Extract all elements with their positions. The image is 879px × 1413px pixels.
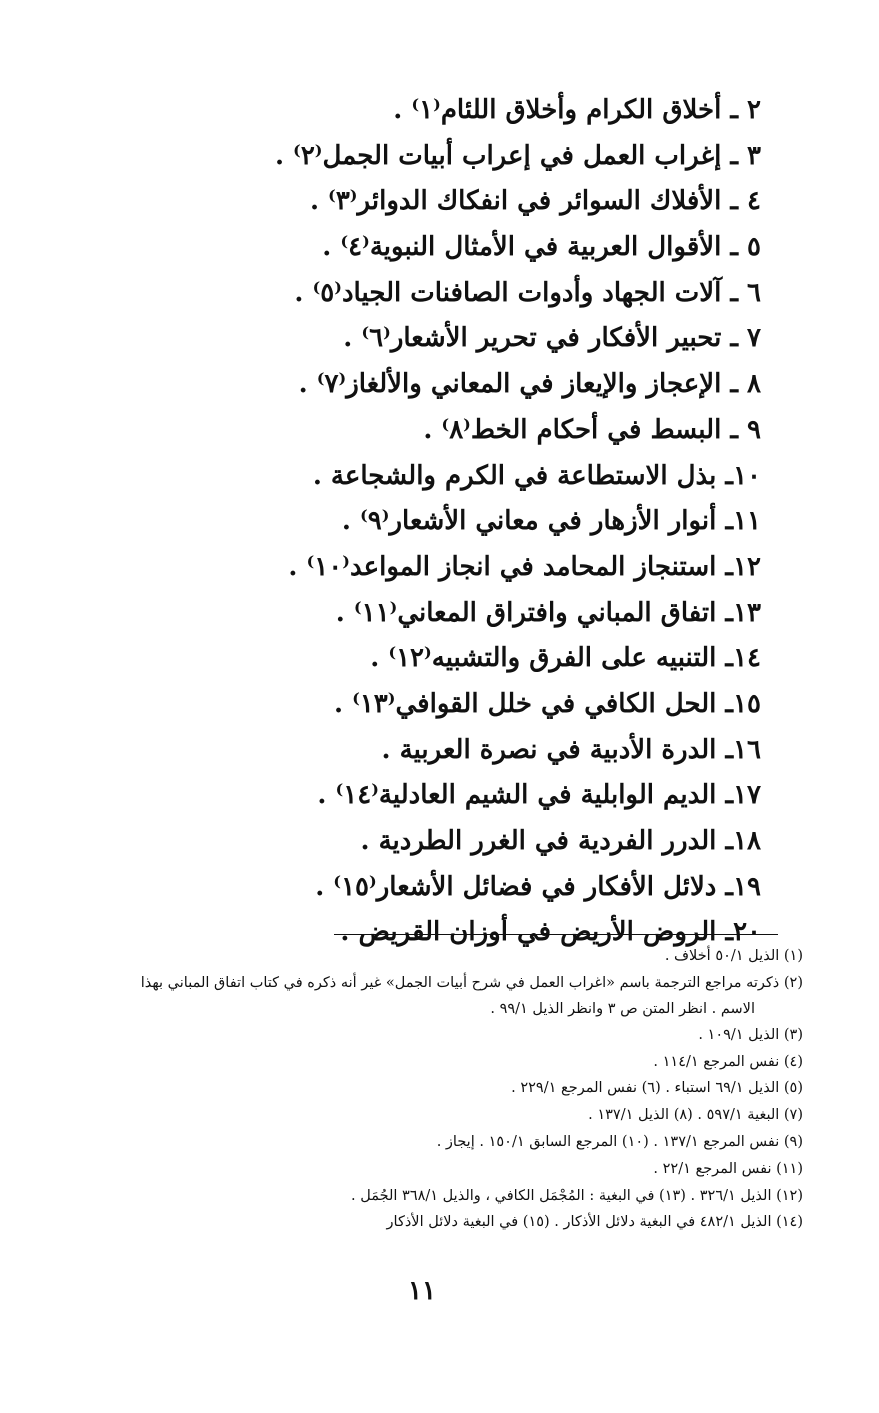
list-item: ١٠ـ بذل الاستطاعة في الكرم والشجاعة . <box>312 460 761 491</box>
book-titles-list <box>201 88 761 956</box>
list-item: ١٧ـ الديم الوابلية في الشيم العادلية⁽١٤⁾ . <box>317 780 761 811</box>
footnote: (٧) البغية ٥٩٧/١ . (٨) الذيل ١٣٧/١ . <box>588 1107 803 1124</box>
list-item: ١١ـ أنوار الأزهار في معاني الأشعار⁽٩⁾ . <box>341 506 761 537</box>
footnote: (٩) نفس المرجع ١٣٧/١ . (١٠) المرجع السابق ١٥٠/١ . إيجاز . <box>436 1133 803 1150</box>
list-item: ١٢ـ استنجاز المحامد في انجاز المواعد⁽١٠⁾ . <box>288 551 761 582</box>
list-item: ٩ ـ البسط في أحكام الخط⁽٨⁾ . <box>423 414 761 445</box>
list-item: ٨ ـ الإعجاز والإيعاز في المعاني والألغاز⁽٧⁾ . <box>298 369 761 400</box>
footnotes <box>33 943 803 1236</box>
footnote: (١٢) الذيل ٣٢٦/١ . (١٣) في البغية : المُجْمَل الكافي ، والذيل ٣٦٨/١ الجُمَل . <box>351 1187 803 1204</box>
footnote-continuation: الاسم . انظر المتن ص ٣ وانظر الذيل ٩٩/١ . <box>490 1000 755 1017</box>
footnote-text: (٢) ذكرته مراجع الترجمة باسم «اغراب العمل في شرح أبيات الجمل» غير أنه ذكره في كتاب اتفاق المباني بهذا <box>140 974 803 991</box>
list-item: ١٥ـ الحل الكافي في خلل القوافي⁽١٣⁾ . <box>333 688 761 719</box>
list-item: ١٨ـ الدرر الفردية في الغرر الطردية . <box>360 826 761 856</box>
footnote-divider <box>334 934 778 935</box>
footnote: (٤) نفس المرجع ١١٤/١ . <box>653 1053 803 1070</box>
list-item: ١٣ـ اتفاق المباني وافتراق المعاني⁽١١⁾ . <box>335 597 761 628</box>
footnote: (١١) نفس المرجع ٢٢/١ . <box>653 1160 803 1177</box>
footnote: (٥) الذيل ٦٩/١ استباء . (٦) نفس المرجع ٢٢٩/١ . <box>511 1080 803 1097</box>
page-number: ١١ <box>408 1276 436 1306</box>
footnote: (٣) الذيل ١٠٩/١ . <box>698 1026 803 1043</box>
list-item: ٧ ـ تحبير الأفكار في تحرير الأشعار⁽٦⁾ . <box>343 323 761 354</box>
list-item: ٤ ـ الأفلاك السوائر في انفكاك الدوائر⁽٣⁾ . <box>309 186 761 217</box>
list-item: ٣ ـ إغراب العمل في إعراب أبيات الجمل⁽٢⁾ . <box>274 140 761 171</box>
list-item: ٦ ـ آلات الجهاد وأدوات الصافنات الجياد⁽٥⁾ . <box>294 277 761 308</box>
list-item: ٢٠ـ الروض الأريض في أوزان القريض . <box>340 917 761 948</box>
list-item: ٢ ـ أخلاق الكرام وأخلاق اللئام⁽١⁾ . <box>393 95 761 125</box>
list-item: ١٤ـ التنبيه على الفرق والتشبيه⁽١٢⁾ . <box>370 643 761 674</box>
footnote: (١٤) الذيل ٤٨٢/١ في البغية دلائل الأذكار . (١٥) في البغية دلائل الأذكار <box>386 1214 803 1231</box>
footnote <box>33 970 803 1022</box>
list-item: ١٩ـ دلائل الأفكار في فضائل الأشعار⁽١٥⁾ . <box>315 871 761 902</box>
list-item: ١٦ـ الدرة الأدبية في نصرة العربية . <box>381 734 761 765</box>
footnote: (١) الذيل ٥٠/١ أخلاف . <box>664 948 803 964</box>
list-item: ٥ ـ الأقوال العربية في الأمثال النبوية⁽٤⁾ . <box>322 232 761 263</box>
